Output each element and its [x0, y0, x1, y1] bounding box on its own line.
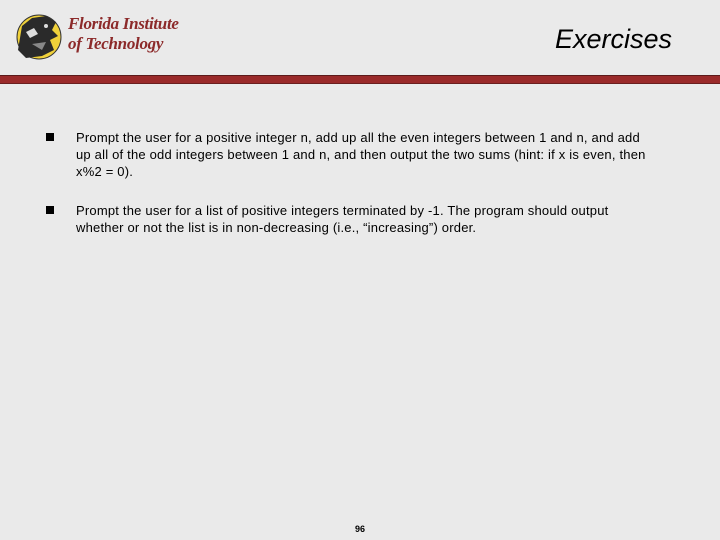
bullet-item: [46, 202, 646, 236]
square-bullet-icon: [46, 133, 54, 141]
slide-title: Exercises: [554, 24, 672, 54]
header-divider: [0, 75, 720, 84]
logo-wordmark: [68, 14, 179, 54]
page-number: 96: [354, 524, 365, 534]
bullet-text: Prompt the user for a list of positive integers terminated by -1. The program should output whether or not the list is in non-decreasing (i.e., “increasing”) order.: [76, 203, 609, 235]
logo-line-2: of Technology: [68, 34, 164, 53]
bullet-item: [46, 129, 646, 180]
logo-line-1: Florida Institute: [68, 14, 179, 33]
square-bullet-icon: [46, 206, 54, 214]
institution-logo: [12, 10, 182, 66]
bullet-list: [46, 129, 646, 258]
panther-emblem-icon: [12, 10, 68, 62]
bullet-text: Prompt the user for a positive integer n, add up all the even integers between 1 and n, and add up all of the odd integers between 1 and n, and then output the two sums (hint: if x is even, then x%2 = 0).: [76, 130, 646, 179]
